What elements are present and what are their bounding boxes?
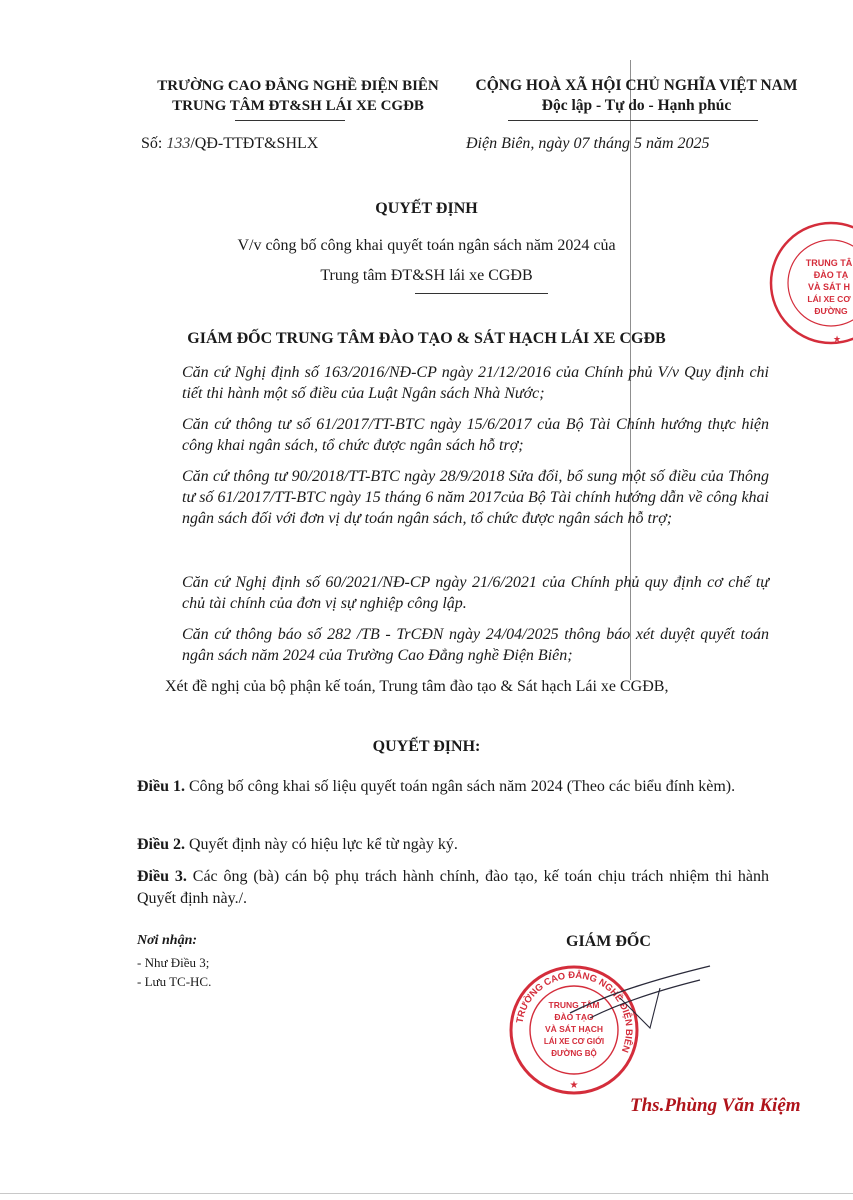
legal-basis-3 [137, 466, 769, 529]
subject-line-2: Trung tâm ĐT&SH lái xe CGĐB [320, 267, 533, 284]
article-label: Điều 2. [137, 836, 185, 853]
svg-text:ĐÀO TẠ: ĐÀO TẠ [813, 270, 849, 280]
legal-basis-text: Căn cứ thông báo số 282 /TB - TrCĐN ngày 24/04/2025 thông báo xét duyệt quyết toán ngân sách năm 2024 của Trường Cao Đẳng nghề Điện Biên; [182, 626, 769, 664]
subject-underline [415, 293, 548, 294]
national-header [464, 76, 809, 116]
svg-text:TRUNG TÂ: TRUNG TÂ [805, 258, 853, 268]
motto-underline [508, 120, 758, 121]
org-name: TRƯỜNG CAO ĐẲNG NGHỀ ĐIỆN BIÊN [157, 78, 439, 94]
signatory-title: GIÁM ĐỐC [566, 933, 651, 950]
org-header [128, 76, 468, 116]
article-text: Quyết định này có hiệu lực kể từ ngày ký. [185, 836, 458, 853]
proposal-text: Xét đề nghị của bộ phận kế toán, Trung tâm đào tạo & Sát hạch Lái xe CGĐB, [165, 678, 669, 695]
svg-text:ĐƯỜNG BỘ: ĐƯỜNG BỘ [551, 1049, 597, 1058]
document-subject [0, 231, 853, 291]
subject-line-1: V/v công bố công khai quyết toán ngân sách năm 2024 của [237, 237, 616, 254]
legal-basis-2 [137, 414, 769, 456]
legal-basis-4 [137, 572, 769, 614]
svg-text:LÁI XE CƠ: LÁI XE CƠ [807, 294, 851, 304]
article-label: Điều 3. [137, 868, 187, 885]
article-3 [137, 866, 769, 910]
article-label: Điều 1. [137, 778, 185, 795]
doc-no-prefix: Số: [141, 135, 167, 152]
svg-text:VÀ SÁT H: VÀ SÁT H [807, 282, 851, 292]
document-title: QUYẾT ĐỊNH [375, 200, 478, 217]
nation-motto: Độc lập - Tự do - Hạnh phúc [541, 97, 732, 114]
svg-text:★: ★ [832, 334, 842, 344]
svg-text:TRƯỜNG CAO ĐẲNG NGHỀ ĐIỆN BIÊN: TRƯỜNG CAO ĐẲNG NGHỀ ĐIỆN BIÊN [514, 969, 635, 1054]
doc-no-handwritten: 133 [166, 135, 191, 152]
scan-bottom-edge [0, 1193, 853, 1194]
recipients-heading: Nơi nhận: [137, 933, 198, 948]
svg-text:LÁI XE CƠ GIỚI: LÁI XE CƠ GIỚI [543, 1037, 605, 1046]
signatory-name: Ths.Phùng Văn Kiệm [630, 1095, 801, 1116]
svg-text:ĐÀO TẠO: ĐÀO TẠO [554, 1012, 594, 1022]
recipient-item: - Như Điều 3; [137, 955, 210, 970]
legal-basis-text: Căn cứ Nghị định số 60/2021/NĐ-CP ngày 21/6/2021 của Chính phủ quy định cơ chế tự chủ tài chính của đơn vị sự nghiệp công lập. [182, 574, 769, 612]
partial-seal-icon [765, 218, 853, 348]
nation-name: CỘNG HOÀ XÃ HỘI CHỦ NGHĨA VIỆT NAM [475, 77, 798, 94]
article-2 [137, 834, 769, 856]
legal-basis-text: Căn cứ thông tư số 61/2017/TT-BTC ngày 15/6/2017 của Bộ Tài Chính hướng thực hiện công khai ngân sách, tổ chức được ngân sách hỗ trợ; [182, 416, 769, 454]
document-number [141, 135, 318, 153]
svg-text:VÀ SÁT HẠCH: VÀ SÁT HẠCH [544, 1024, 604, 1034]
svg-text:★: ★ [569, 1080, 579, 1091]
article-text: Công bố công khai số liệu quyết toán ngân sách năm 2024 (Theo các biểu đính kèm). [185, 778, 736, 795]
svg-text:ĐƯỜNG: ĐƯỜNG [814, 306, 848, 316]
recipient-item: - Lưu TC-HC. [137, 974, 212, 989]
legal-basis-5 [137, 624, 769, 666]
org-underline [235, 120, 345, 121]
svg-text:TRUNG TÂM: TRUNG TÂM [548, 1000, 600, 1010]
org-unit: TRUNG TÂM ĐT&SH LÁI XE CGĐB [172, 98, 424, 114]
place-date: Điện Biên, ngày 07 tháng 5 năm 2025 [466, 135, 710, 152]
legal-basis-text: Căn cứ thông tư 90/2018/TT-BTC ngày 28/9/2018 Sửa đổi, bổ sung một số điều của Thông tư số 61/2017/TT-BTC ngày 15 tháng 6 năm 2017của Bộ Tài chính hướng dẫn về công khai ngân sách đối với đơn vị dự toán ngân sách, tổ chức được ngân sách hỗ trợ; [182, 468, 769, 527]
issuing-authority: GIÁM ĐỐC TRUNG TÂM ĐÀO TẠO & SÁT HẠCH LÁI XE CGĐB [187, 330, 666, 347]
proposal-paragraph [137, 676, 769, 697]
article-1 [137, 776, 769, 798]
legal-basis-text: Căn cứ Nghị định số 163/2016/NĐ-CP ngày 21/12/2016 của Chính phủ V/v Quy định chi tiết thi hành một số điều của Luật Ngân sách Nhà Nước; [182, 364, 769, 402]
article-text: Các ông (bà) cán bộ phụ trách hành chính, đào tạo, kế toán chịu trách nhiệm thi hành Quyết định này./. [137, 868, 770, 907]
legal-basis-1 [137, 362, 769, 404]
decision-heading: QUYẾT ĐỊNH: [372, 738, 481, 755]
doc-no-suffix: /QĐ-TTĐT&SHLX [190, 135, 319, 152]
handwritten-signature-icon [560, 958, 730, 1038]
